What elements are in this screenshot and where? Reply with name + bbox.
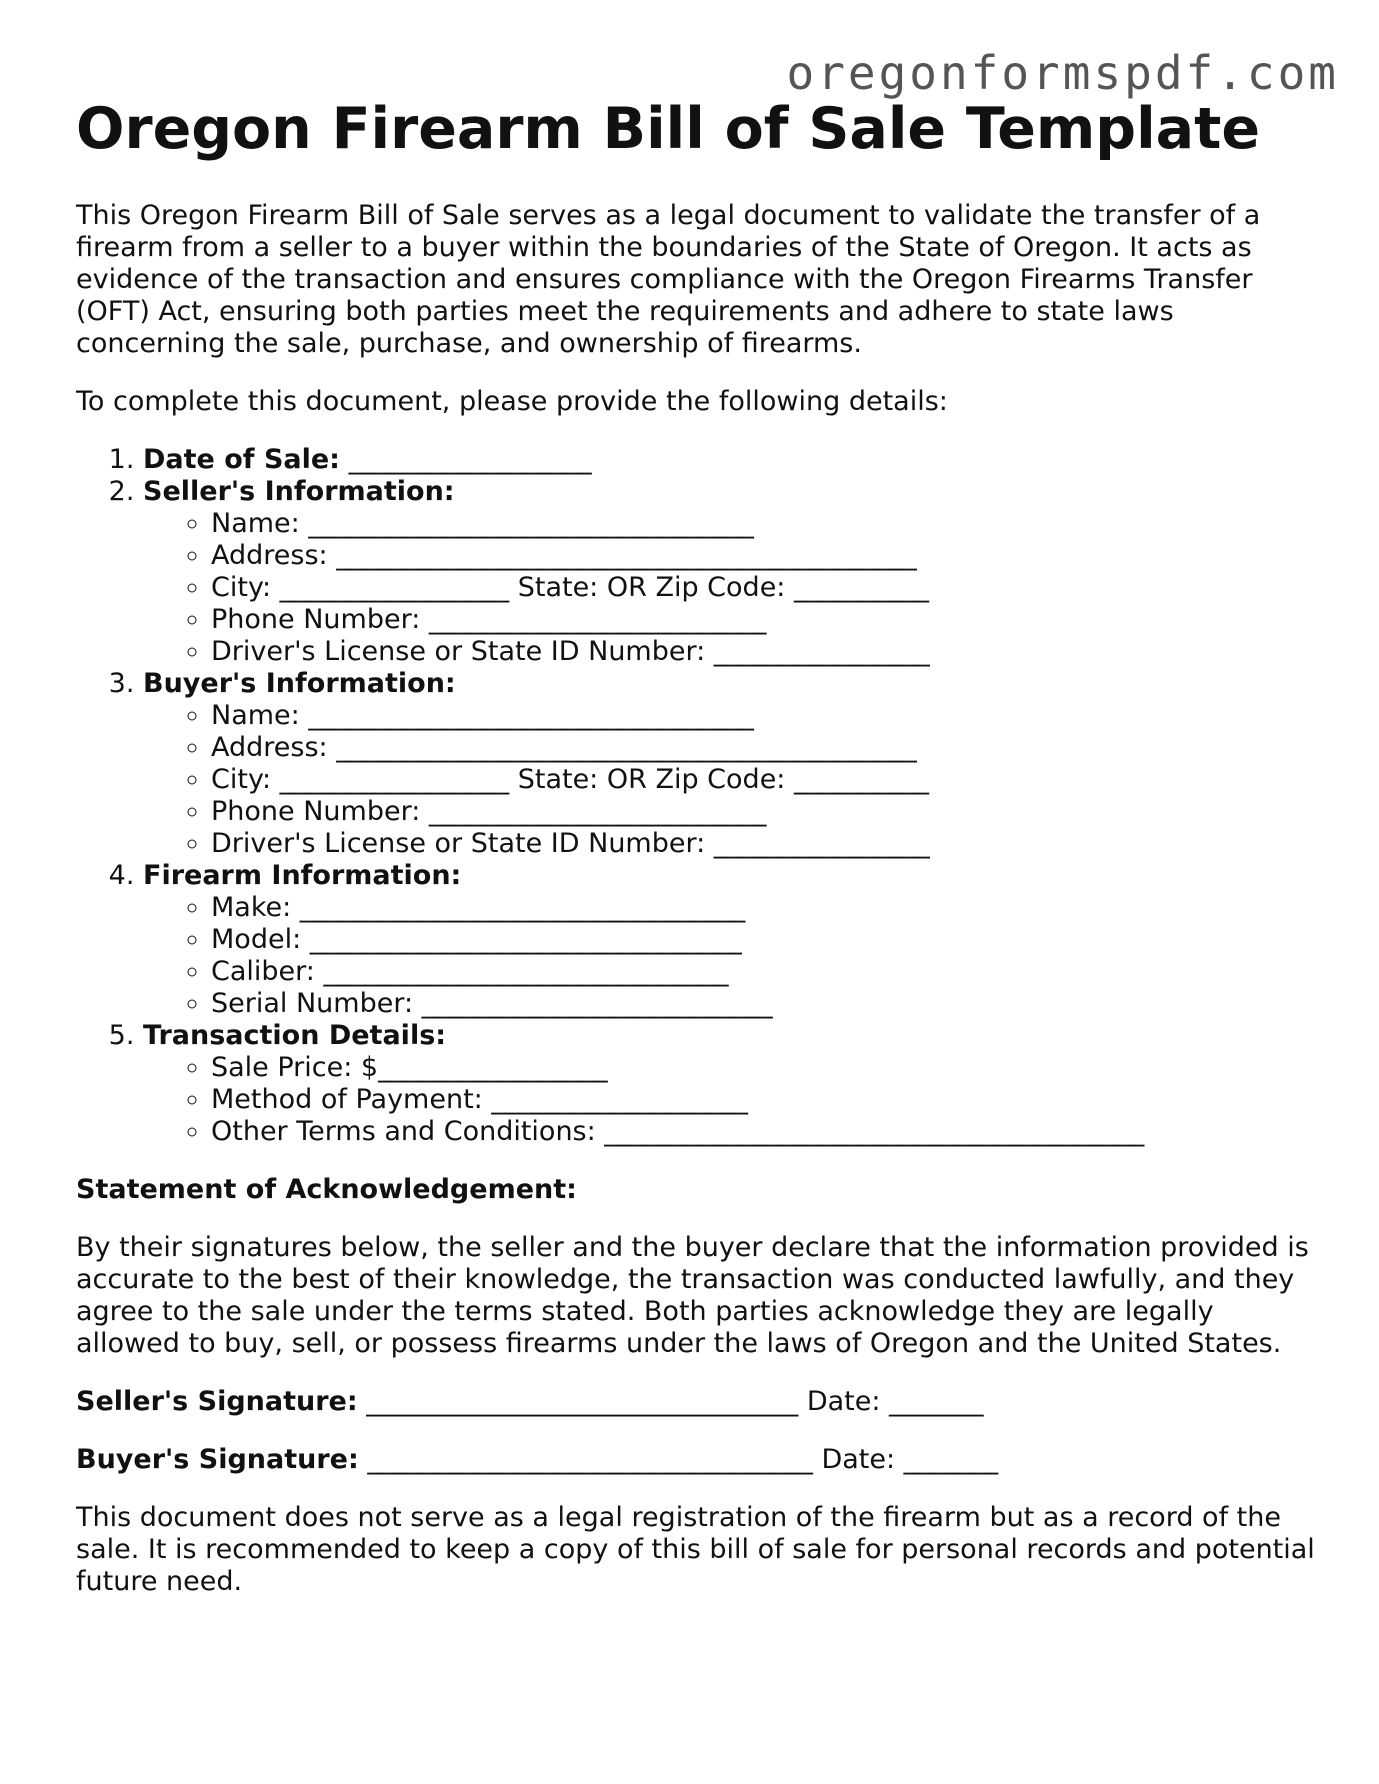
acknowledgement-heading: Statement of Acknowledgement: xyxy=(76,1174,577,1205)
buyer-fields xyxy=(143,700,1316,860)
list-item-date-of-sale xyxy=(143,444,1316,476)
document-page xyxy=(76,96,1316,1598)
buyer-heading: Buyer's Information: xyxy=(143,668,456,699)
seller-address-field: ◦ Address: ___________________________________________ xyxy=(211,540,1316,572)
transaction-heading: Transaction Details: xyxy=(143,1020,447,1051)
other-terms-field: ◦ Other Terms and Conditions: ________________________________________ xyxy=(211,1116,1316,1148)
instructions-paragraph: To complete this document, please provide the following details: xyxy=(76,386,948,417)
firearm-make-field: ◦ Make: _________________________________ xyxy=(211,892,1316,924)
list-item-transaction xyxy=(143,1020,1316,1148)
buyer-name-field: ◦ Name: _________________________________ xyxy=(211,700,1316,732)
seller-signature-label: Seller's Signature: xyxy=(76,1386,358,1417)
firearm-serial-field: ◦ Serial Number: __________________________ xyxy=(211,988,1316,1020)
list-item-buyer xyxy=(143,668,1316,860)
page-title: Oregon Firearm Bill of Sale Template xyxy=(76,96,1261,162)
firearm-heading: Firearm Information: xyxy=(143,860,462,891)
date-of-sale-blank: __________________ xyxy=(339,444,592,475)
date-of-sale-label: Date of Sale: xyxy=(143,444,340,475)
buyer-signature-label: Buyer's Signature: xyxy=(76,1444,359,1475)
buyer-signature-line xyxy=(76,1444,1316,1476)
buyer-address-field: ◦ Address: ___________________________________________ xyxy=(211,732,1316,764)
seller-name-field: ◦ Name: _________________________________ xyxy=(211,508,1316,540)
firearm-caliber-field: ◦ Caliber: ______________________________ xyxy=(211,956,1316,988)
firearm-model-field: ◦ Model: ________________________________ xyxy=(211,924,1316,956)
sale-price-field: ◦ Sale Price: $_________________ xyxy=(211,1052,1316,1084)
list-item-seller xyxy=(143,476,1316,668)
buyer-license-field: ◦ Driver's License or State ID Number: ________________ xyxy=(211,828,1316,860)
buyer-city-state-zip-field: ◦ City: _________________ State: OR Zip Code: __________ xyxy=(211,764,1316,796)
firearm-fields xyxy=(143,892,1316,1020)
intro-paragraph: This Oregon Firearm Bill of Sale serves as a legal document to validate the transfer of a firearm from a seller to a buyer within the boundaries of the State of Oregon. It acts as evidence of the transaction and ensures compliance with the Oregon Firearms Transfer (OFT) Act, ensuring both parties meet the requirements and adhere to state laws concerning the sale, purchase, and ownership of firearms. xyxy=(76,200,1261,359)
acknowledgement-text: By their signatures below, the seller and the buyer declare that the information provided is accurate to the best of their knowledge, the transaction was conducted lawfully, and they agree to the sale under the terms stated. Both parties acknowledge they are legally allowed to buy, sell, or possess firearms under the laws of Oregon and the United States. xyxy=(76,1232,1309,1359)
buyer-phone-field: ◦ Phone Number: _________________________ xyxy=(211,796,1316,828)
seller-city-state-zip-field: ◦ City: _________________ State: OR Zip Code: __________ xyxy=(211,572,1316,604)
seller-heading: Seller's Information: xyxy=(143,476,455,507)
details-list xyxy=(76,444,1316,1148)
seller-signature-blank: ________________________________ Date: _______ xyxy=(357,1386,984,1417)
transaction-fields xyxy=(143,1052,1316,1148)
seller-license-field: ◦ Driver's License or State ID Number: ________________ xyxy=(211,636,1316,668)
watermark: oregonformspdf.com xyxy=(786,46,1339,100)
buyer-signature-blank: _________________________________ Date: _______ xyxy=(358,1444,999,1475)
closing-paragraph: This document does not serve as a legal registration of the firearm but as a record of the sale. It is recommended to keep a copy of this bill of sale for personal records and potential future need. xyxy=(76,1502,1315,1597)
seller-phone-field: ◦ Phone Number: _________________________ xyxy=(211,604,1316,636)
payment-method-field: ◦ Method of Payment: ___________________ xyxy=(211,1084,1316,1116)
seller-signature-line xyxy=(76,1386,1316,1418)
list-item-firearm xyxy=(143,860,1316,1020)
seller-fields xyxy=(143,508,1316,668)
